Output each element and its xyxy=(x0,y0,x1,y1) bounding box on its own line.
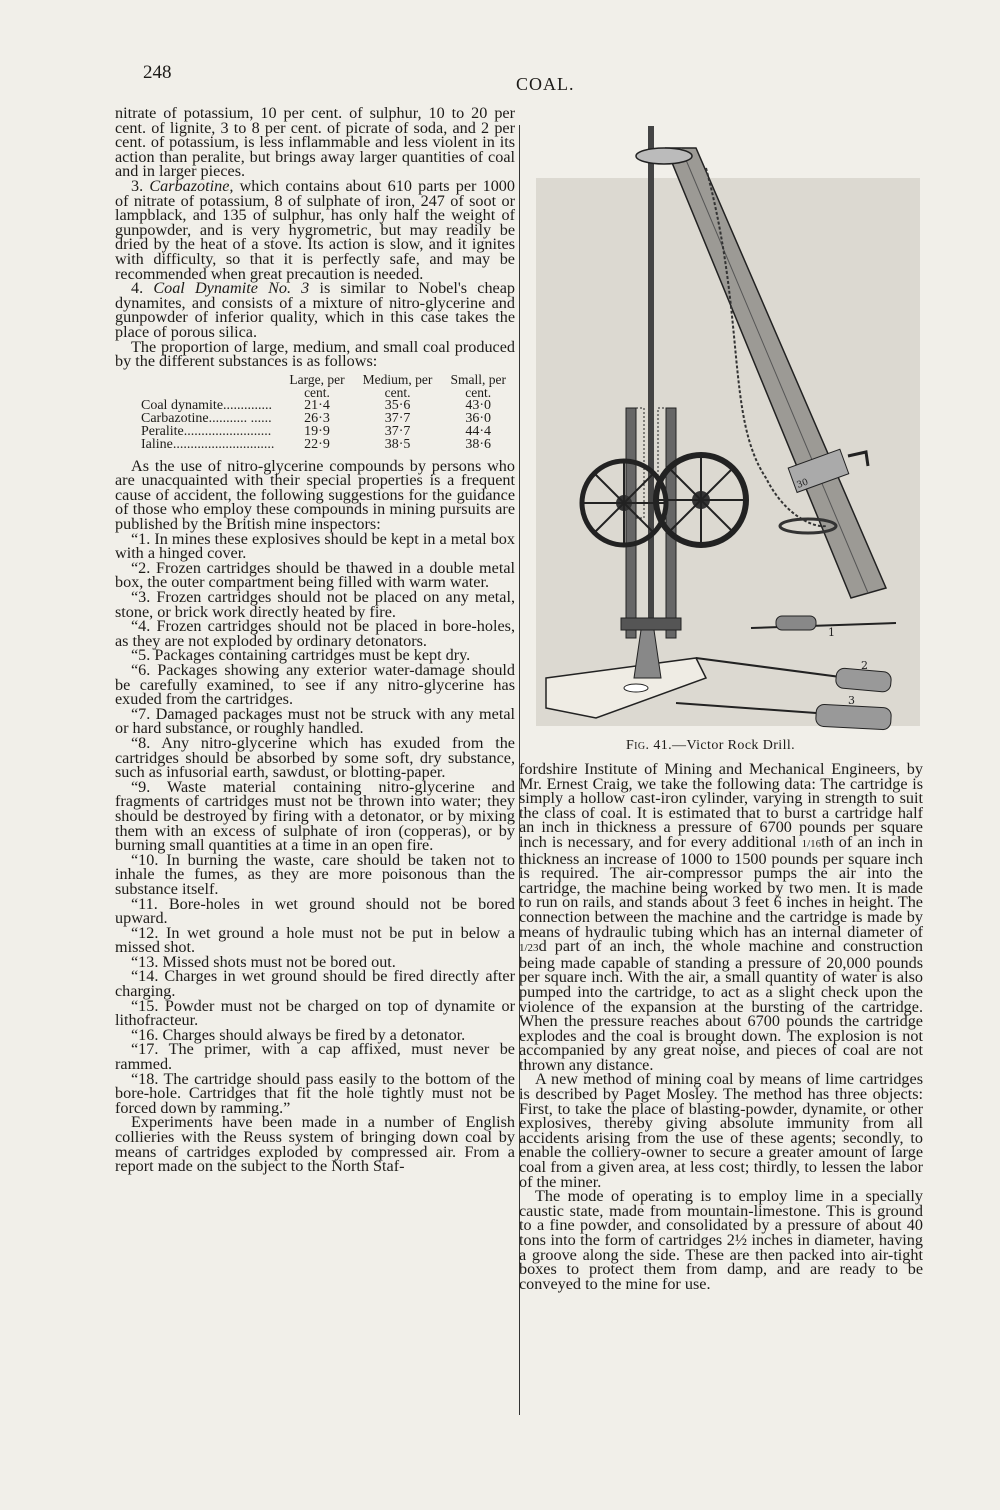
paragraph: Experiments have been made in a number of English collieries with the Reuss system of bringing down coal by means of cartridges exploded by compressed air. From a report made on the subject to the North Staf- xyxy=(115,1113,515,1176)
paragraph: fordshire Institute of Mining and Mechanical Engineers, by Mr. Ernest Craig, we take the following data: The cartridge is simply a hollow cast-iron cylinder, varying in strength to suit the class of coal. It is estimated that to burst a cartridge half an inch in thickness a pressure of 6700 pounds per square inch is necessary, and for every additional 1/16th of an inch in thickness an increase of 1000 to 1500 pounds per square inch is required. The air-compressor pumps the air into the cartridge, the machine being worked by two men. It is made to run on rails, and stands about 3 feet 6 inches in height. The connection between the machine and the cartridge is made by means of hydraulic tubing which has an internal diameter of 1/23d part of an inch, the whole machine and construction being made capable of standing a pressure of 20,000 pounds per square inch. With the air, a small quantity of water is also pumped into the cartridge, to act as a slight check upon the violence of the expansion at the bursting of the cartridge. When the pressure reaches about 6700 pounds the cartridge explodes and the coal is brought down. The explosion is not accompanied by any great noise, and pieces of coal are not thrown any distance. xyxy=(519,760,923,1074)
page-number: 248 xyxy=(143,62,172,83)
rule-item: “10. In burning the waste, care should be taken not to inhale the fumes, as they are more poisonous than the substance itself. xyxy=(115,850,515,898)
rule-item: “14. Charges in wet ground should be fired directly after charging. xyxy=(115,967,515,1001)
bit-label-3: 3 xyxy=(848,694,855,707)
figure-caption: Fig. 41.—Victor Rock Drill. xyxy=(626,738,796,753)
drill-rod xyxy=(648,126,654,666)
right-column xyxy=(519,762,923,1291)
rule-item: “4. Frozen cartridges should not be placed in bore-holes, as they are not exploded by ordinary detonators. xyxy=(115,617,515,650)
item-number: 4. xyxy=(131,279,144,298)
rule-item: “11. Bore-holes in wet ground should not be bored upward. xyxy=(115,894,515,928)
fraction: 1/16 xyxy=(801,837,822,850)
yield-table xyxy=(135,373,515,451)
item-number: 3. xyxy=(131,176,144,195)
rule-item: “12. In wet ground a hole must not be put in below a missed shot. xyxy=(115,923,515,957)
rule-item: “8. Any nitro-glycerine which has exuded from the cartridges should be absorbed by some soft, dry substance, such as infusorial earth, sawdust, or blotting-paper. xyxy=(115,733,515,782)
paragraph: As the use of nitro-glycerine compounds by persons who are unacquainted with their special properties is a frequent cause of accident, the following suggestions for the guidance of those who employ these compounds in mining pursuits are published by the British mine inspectors: xyxy=(115,456,515,534)
fraction: 1/23 xyxy=(519,942,539,955)
table-header-row xyxy=(135,373,515,399)
paragraph: 4. Coal Dynamite No. 3 is similar to Nobel's cheap dynamites, and consists of a mixture of nitro-glycerine and gunpowder of inferior quality, which in this case takes the place of porous silica. xyxy=(115,279,515,341)
rock-drill-illustration xyxy=(536,118,920,736)
bit-label-2: 2 xyxy=(861,659,868,672)
table-row: Carbazotine........... ...... 26·3 37·7 36·0 xyxy=(141,410,492,426)
rule-item: “16. Charges should always be fired by a detonator. xyxy=(131,1025,466,1044)
table-row: Coal dynamite.............. 21·4 35·6 43·0 xyxy=(141,397,492,413)
column-header: Small, per cent. xyxy=(450,371,506,400)
rule-item: “5. Packages containing cartridges must be kept dry. xyxy=(131,646,471,665)
term: Coal Dynamite No. 3 xyxy=(153,279,310,298)
term: Carbazotine, xyxy=(149,176,234,195)
rule-item: “18. The cartridge should pass easily to the bottom of the bore-hole. Cartridges that fit the hole tightly must not be forced down by ramming.” xyxy=(115,1069,515,1117)
rule-item: “7. Damaged packages must not be struck with any metal or hard substance, or roughly handled. xyxy=(115,704,515,738)
table-row: Peralite......................... 19·9 37·7 44·4 xyxy=(141,423,492,439)
paragraph: The mode of operating is to employ lime in a specially caustic state, made from mountain-limestone. This is ground to a fine powder, and consolidated by a pressure of about 40 tons into the form of cartridges 2½ inches in diameter, having a groove along the side. These are then packed into air-tight boxes to protect them from damp, and are ready to be conveyed to the mine for use. xyxy=(519,1187,923,1293)
rule-item: “6. Packages showing any exterior water-damage should be carefully examined, to see if any nitro-glycerine has exuded from the cartridges. xyxy=(115,661,515,709)
paragraph: The proportion of large, medium, and small coal produced by the different substances is as follows: xyxy=(115,337,515,371)
bit-label-1: 1 xyxy=(828,626,835,639)
running-title: COAL. xyxy=(516,74,575,94)
rule-item: “15. Powder must not be charged on top of dynamite or lithofracteur. xyxy=(115,996,515,1030)
paragraph: A new method of mining coal by means of lime cartridges is described by Paget Mosley. The method has three objects: First, to take the place of blasting-powder, dynamite, or other explosives, thereby giving absolute immunity from all accidents arising from the use of these agents; secondly, to enable the colliery-owner to secure a greater amount of large coal from a given area, at less cost; thirdly, to lessen the labor of the miner. xyxy=(519,1070,923,1191)
column-header: Medium, per cent. xyxy=(362,371,433,400)
left-column xyxy=(115,106,515,1174)
rule-item: “17. The primer, with a cap affixed, must never be rammed. xyxy=(115,1040,515,1074)
rule-item: “13. Missed shots must not be bored out. xyxy=(131,952,396,971)
rule-item: “1. In mines these explosives should be kept in a metal box with a hinged cover. xyxy=(115,529,515,563)
paragraph: 3. Carbazotine, which contains about 610 parts per 1000 of nitrate of potassium, 8 of sulphate of iron, 247 of soot or lampblack, and 135 of sulphur, has only half the weight of gunpowder, and is very hygrometric, but may readily be dried by the heat of a stove. Its action is slow, and it ignites with difficulty, so that it is perfectly safe, and may be recommended when great precaution is needed. xyxy=(115,176,515,283)
rule-item: “3. Frozen cartridges should not be placed on any metal, stone, or brick work directly heated by fire. xyxy=(115,588,515,621)
rule-item: “2. Frozen cartridges should be thawed in a double metal box, the outer compartment being filled with warm water. xyxy=(115,558,515,592)
svg-text:30: 30 xyxy=(795,477,810,491)
rule-item: “9. Waste material containing nitro-glycerine and fragments of cartridges must not be thrown into water; they should be destroyed by firing with a detonator, or by mixing them with an excess of sulphate of iron (copperas), or by burning small quantities at a time in an open fire. xyxy=(115,777,515,855)
rock-drill-drawing xyxy=(536,118,920,736)
column-header: Large, per cent. xyxy=(289,371,345,400)
paragraph: nitrate of potassium, 10 per cent. of sulphur, 10 to 20 per cent. of lignite, 3 to 8 per cent. of picrate of soda, and 2 per cent. of potassium, is less inflammable and less violent in its action than peralite, but brings away larger quantities of coal and in larger pieces. xyxy=(115,104,515,181)
table-row: Ialine............................. 22·9 38·5 38·6 xyxy=(141,436,492,452)
